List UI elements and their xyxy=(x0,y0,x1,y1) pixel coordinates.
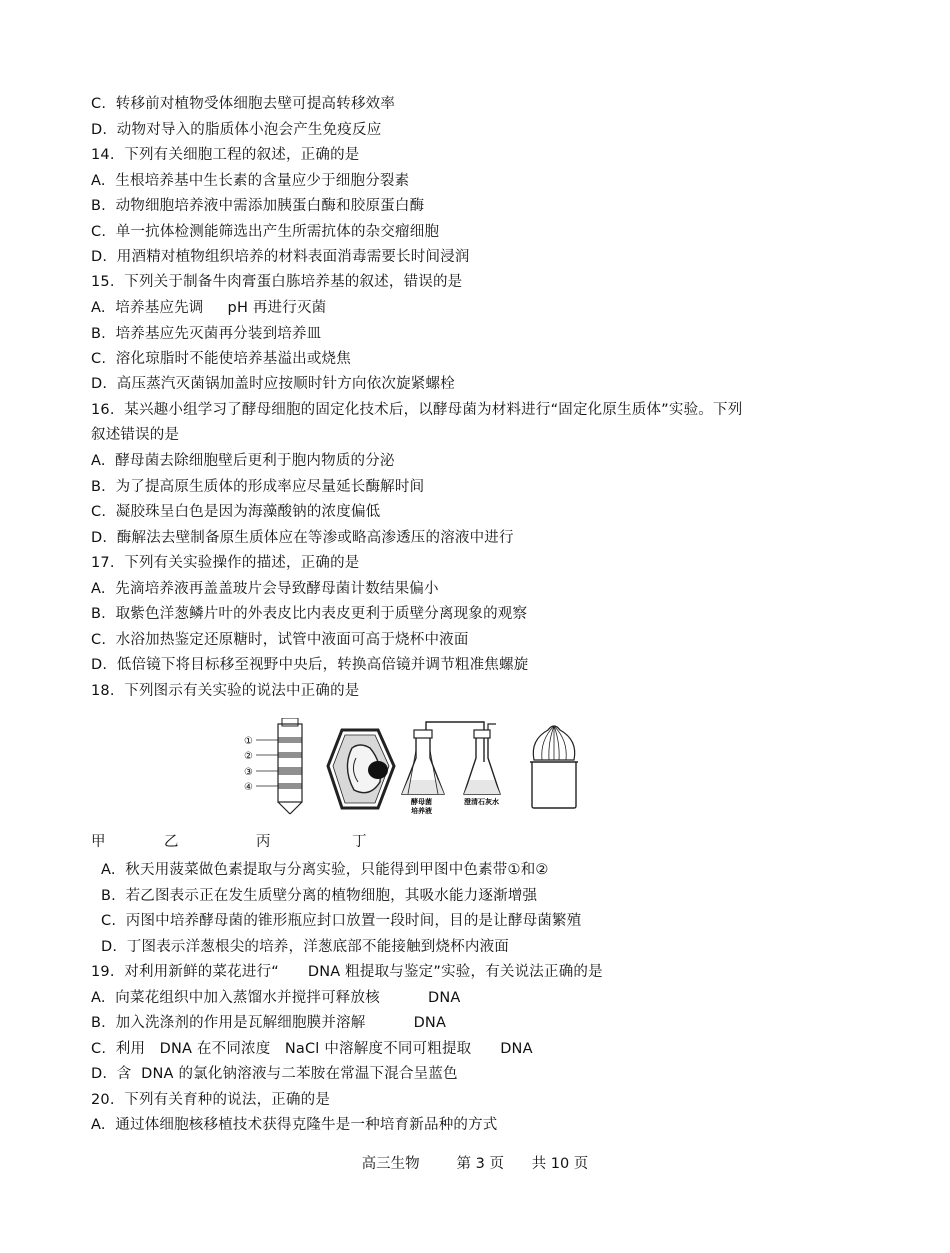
text-line: 18. 下列图示有关实验的说法中正确的是 xyxy=(91,683,360,699)
text-line: B. 加入洗涤剂的作用是瓦解细胞膜并溶解 DNA xyxy=(91,1015,447,1031)
text-line: C. 丙图中培养酵母菌的锥形瓶应封口放置一段时间，目的是让酵母菌繁殖 xyxy=(101,913,582,929)
text-line: 叙述错误的是 xyxy=(91,427,180,443)
text-line: A. 酵母菌去除细胞壁后更利于胞内物质的分泌 xyxy=(91,453,395,469)
text-line: C. 利用 DNA 在不同浓度 NaCl 中溶解度不同可粗提取 DNA xyxy=(91,1041,533,1057)
text-line: C. 凝胶珠呈白色是因为海藻酸钠的浓度偏低 xyxy=(91,504,381,520)
text-line: D. 丁图表示洋葱根尖的培养，洋葱底部不能接触到烧杯内液面 xyxy=(101,939,509,955)
panel-label-yi: 乙 xyxy=(164,834,179,850)
flask1-label: 酵母菌 xyxy=(411,798,432,806)
text-line: D. 用酒精对植物组织培养的材料表面消毒需要长时间浸润 xyxy=(91,249,470,265)
text-line: D. 高压蒸汽灭菌锅加盖时应按顺时针方向依次旋紧螺栓 xyxy=(91,376,455,392)
flask1-label: 培养液 xyxy=(411,807,432,815)
yeast-flask-setup xyxy=(402,722,500,815)
text-line: D. 动物对导入的脂质体小泡会产生免疫反应 xyxy=(91,122,382,138)
panel-label-jia: 甲 xyxy=(91,834,106,850)
text-line: A. 通过体细胞核移植技术获得克隆牛是一种培育新品种的方式 xyxy=(91,1117,498,1133)
text-line: A. 秋天用菠菜做色素提取与分离实验，只能得到甲图中色素带①和② xyxy=(101,862,549,878)
text-line: B. 取紫色洋葱鳞片叶的外表皮比内表皮更利于质壁分离现象的观察 xyxy=(91,606,528,622)
text-line: A. 生根培养基中生长素的含量应少于细胞分裂素 xyxy=(91,173,410,189)
panel-label-bing: 丙 xyxy=(256,834,271,850)
text-line: B. 动物细胞培养液中需添加胰蛋白酶和胶原蛋白酶 xyxy=(91,198,425,214)
text-line: D. 含 DNA 的氯化钠溶液与二苯胺在常温下混合呈蓝色 xyxy=(91,1066,458,1082)
text-line: C. 单一抗体检测能筛选出产生所需抗体的杂交瘤细胞 xyxy=(91,224,440,240)
band-label: ② xyxy=(244,751,253,762)
text-line: B. 培养基应先灭菌再分装到培养皿 xyxy=(91,326,322,342)
text-line: 17. 下列有关实验操作的描述，正确的是 xyxy=(91,555,360,571)
band-label: ③ xyxy=(244,767,253,778)
text-line: 19. 对利用新鲜的菜花进行“ DNA 粗提取与鉴定”实验，有关说法正确的是 xyxy=(91,964,603,980)
text-line: D. 低倍镜下将目标移至视野中央后，转换高倍镜并调节粗准焦螺旋 xyxy=(91,657,529,673)
chromatography-strip xyxy=(244,718,302,814)
text-line: 14. 下列有关细胞工程的叙述，正确的是 xyxy=(91,147,360,163)
text-line: 15. 下列关于制备牛肉膏蛋白胨培养基的叙述，错误的是 xyxy=(91,274,463,290)
text-line: 16. 某兴趣小组学习了酵母细胞的固定化技术后，以酵母菌为材料进行“固定化原生质体”实验。下列 xyxy=(91,402,743,418)
text-line: C. 转移前对植物受体细胞去壁可提高转移效率 xyxy=(91,96,396,112)
text-line: C. 溶化琼脂时不能使培养基溢出或烧焦 xyxy=(91,351,351,367)
text-line: B. 若乙图表示正在发生质壁分离的植物细胞，其吸水能力逐渐增强 xyxy=(101,888,538,904)
experiment-figure xyxy=(230,718,590,818)
text-line: 20. 下列有关育种的说法，正确的是 xyxy=(91,1092,331,1108)
plant-cell xyxy=(328,730,394,808)
text-line: D. 酶解法去壁制备原生质体应在等渗或略高渗透压的溶液中进行 xyxy=(91,530,514,546)
panel-label-ding: 丁 xyxy=(352,834,367,850)
band-label: ① xyxy=(244,736,253,747)
onion-beaker xyxy=(530,726,578,808)
text-line: A. 向菜花组织中加入蒸馏水并搅拌可释放核 DNA xyxy=(91,990,461,1006)
text-line: A. 先滴培养液再盖盖玻片会导致酵母菌计数结果偏小 xyxy=(91,581,439,597)
text-line: A. 培养基应先调 pH 再进行灭菌 xyxy=(91,300,327,316)
text-line: C. 水浴加热鉴定还原糖时，试管中液面可高于烧杯中液面 xyxy=(91,632,469,648)
page-footer: 高三生物 第 3 页 共 10 页 xyxy=(361,1156,589,1172)
band-label: ④ xyxy=(244,782,253,793)
text-line: B. 为了提高原生质体的形成率应尽量延长酶解时间 xyxy=(91,479,425,495)
flask2-label: 澄清石灰水 xyxy=(464,798,499,806)
